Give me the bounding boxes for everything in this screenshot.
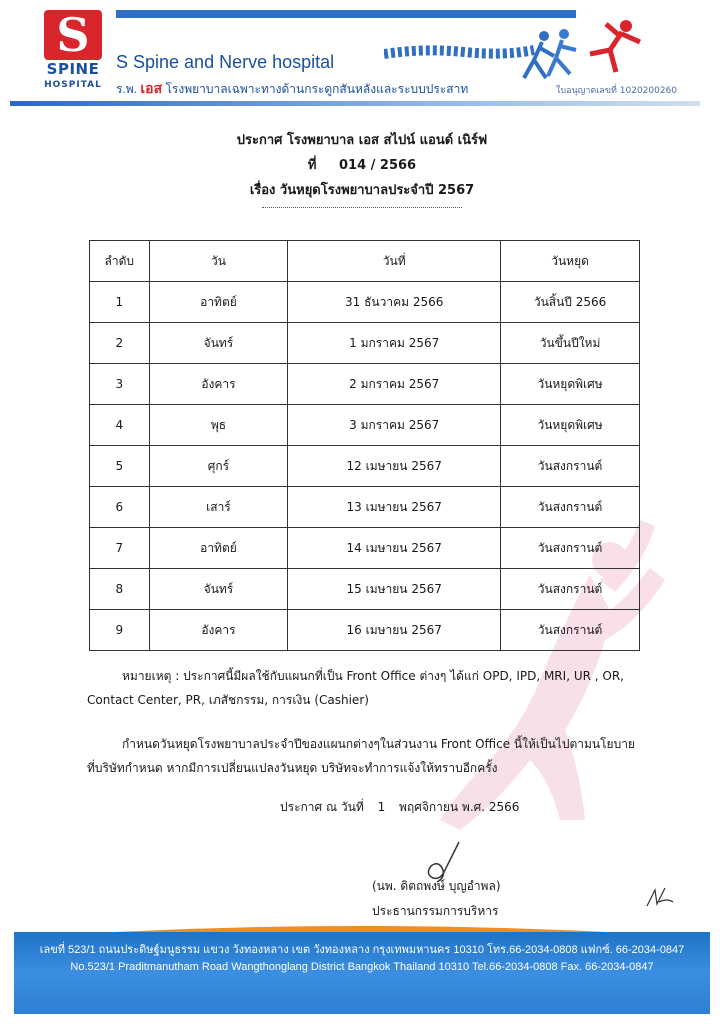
cell-order: 7 — [90, 528, 150, 569]
announce-month-year: พฤศจิกายน พ.ศ. 2566 — [399, 800, 520, 814]
holiday-table — [89, 240, 640, 651]
cell-date: 1 มกราคม 2567 — [288, 323, 501, 364]
cell-order: 3 — [90, 364, 150, 405]
col-header-order: ลำดับ — [90, 241, 150, 282]
cell-date: 13 เมษายน 2567 — [288, 487, 501, 528]
cell-date: 3 มกราคม 2567 — [288, 405, 501, 446]
announce-date — [280, 798, 529, 817]
col-header-day: วัน — [149, 241, 288, 282]
cell-holiday: วันสงกรานต์ — [501, 528, 640, 569]
logo-sub: HOSPITAL — [44, 80, 102, 90]
cell-holiday: วันสิ้นปี 2566 — [501, 282, 640, 323]
cell-holiday: วันขึ้นปีใหม่ — [501, 323, 640, 364]
cell-order: 4 — [90, 405, 150, 446]
table-row — [90, 282, 640, 323]
table-row — [90, 487, 640, 528]
cell-holiday: วันสงกรานต์ — [501, 610, 640, 651]
table-row — [90, 405, 640, 446]
cell-order: 1 — [90, 282, 150, 323]
cell-holiday: วันสงกรานต์ — [501, 446, 640, 487]
footer-address-th: เลขที่ 523/1 ถนนประดิษฐ์มนูธรรม แขวง วังทองหลาง เขต วังทองหลาง กรุงเทพมหานคร 10310 โทร.66-2034-0808 แฟกซ์. 66-2034-0847 — [39, 944, 685, 956]
table-row — [90, 364, 640, 405]
cell-day: จันทร์ — [149, 323, 288, 364]
cell-order: 6 — [90, 487, 150, 528]
table-row — [90, 323, 640, 364]
cell-day: อาทิตย์ — [149, 528, 288, 569]
cell-holiday: วันสงกรานต์ — [501, 569, 640, 610]
cell-day: อังคาร — [149, 610, 288, 651]
announcement-number — [0, 154, 724, 175]
cell-date: 16 เมษายน 2567 — [288, 610, 501, 651]
note-paragraph — [87, 664, 647, 712]
cell-order: 8 — [90, 569, 150, 610]
cell-date: 12 เมษายน 2567 — [288, 446, 501, 487]
logo-word: SPINE — [46, 60, 100, 78]
note-line-2: Contact Center, PR, เภสัชกรรม, การเงิน (Cashier) — [87, 693, 369, 707]
table-row — [90, 569, 640, 610]
cell-day: เสาร์ — [149, 487, 288, 528]
hospital-logo — [40, 10, 106, 94]
hospital-name-en: S Spine and Nerve hospital — [116, 52, 335, 72]
announcement-subject: เรื่อง วันหยุดโรงพยาบาลประจำปี 2567 — [249, 183, 475, 198]
note-line-1: หมายเหตุ : ประกาศนี้มีผลใช้กับแผนกที่เป็น Front Office ต่างๆ ได้แก่ OPD, IPD, MRI, UR , OR, — [122, 669, 624, 683]
logo-letter: S — [44, 10, 102, 60]
policy-line-1: กำหนดวันหยุดโรงพยาบาลประจำปีของแผนกต่างๆในส่วนงาน Front Office นี้ให้เป็นไปตามนโยบาย — [122, 737, 635, 751]
hospital-brand-th: เอส — [140, 80, 163, 96]
cell-day: ศุกร์ — [149, 446, 288, 487]
policy-paragraph — [87, 732, 647, 780]
license-number: ใบอนุญาตเลขที่ 1020200260 — [556, 86, 678, 96]
cell-holiday: วันหยุดพิเศษ — [501, 405, 640, 446]
cell-day: จันทร์ — [149, 569, 288, 610]
header-bar — [116, 10, 576, 18]
cell-day: พุธ — [149, 405, 288, 446]
announce-day: 1 — [377, 800, 386, 814]
col-header-date: วันที่ — [288, 241, 501, 282]
cell-holiday: วันสงกรานต์ — [501, 487, 640, 528]
signer-name: (นพ. ดิตถพงษ์ บุญอำพล) — [372, 879, 501, 893]
cell-order: 5 — [90, 446, 150, 487]
cell-date: 31 ธันวาคม 2566 — [288, 282, 501, 323]
cell-order: 9 — [90, 610, 150, 651]
col-header-holiday: วันหยุด — [501, 241, 640, 282]
announcement-title: ประกาศ โรงพยาบาล เอส สไปน์ แอนด์ เนิร์ฟ — [236, 133, 488, 148]
cell-day: อังคาร — [149, 364, 288, 405]
header-underline — [10, 101, 700, 106]
table-header-row — [90, 241, 640, 282]
cell-holiday: วันหยุดพิเศษ — [501, 364, 640, 405]
announce-label: ประกาศ ณ วันที่ — [280, 800, 364, 814]
cell-date: 2 มกราคม 2567 — [288, 364, 501, 405]
initial-mark — [645, 884, 675, 908]
signer-position: ประธานกรรมการบริหาร — [372, 904, 499, 918]
cell-order: 2 — [90, 323, 150, 364]
footer-address-en: No.523/1 Praditmanutham Road Wangthonglang District Bangkok Thailand 10310 Tel.66-2034-0808 Fax. 66-2034-0847 — [70, 961, 654, 973]
number-value: 014 / 2566 — [338, 158, 417, 173]
dotted-divider — [262, 207, 462, 208]
number-label: ที่ — [307, 158, 317, 173]
policy-line-2: ที่บริษัทกำหนด หากมีการเปลี่ยนแปลงวันหยุด บริษัทจะทำการแจ้งให้ทราบอีกครั้ง — [87, 761, 498, 775]
table-row — [90, 528, 640, 569]
table-row — [90, 446, 640, 487]
hospital-desc-th: โรงพยาบาลเฉพาะทางด้านกระดูกสันหลังและระบบประสาท — [165, 82, 469, 96]
letterhead — [0, 0, 724, 108]
cell-date: 15 เมษายน 2567 — [288, 569, 501, 610]
table-row — [90, 610, 640, 651]
hospital-prefix-th: ร.พ. — [116, 82, 138, 96]
spine-jumper-graphic — [384, 20, 644, 84]
cell-date: 14 เมษายน 2567 — [288, 528, 501, 569]
cell-day: อาทิตย์ — [149, 282, 288, 323]
